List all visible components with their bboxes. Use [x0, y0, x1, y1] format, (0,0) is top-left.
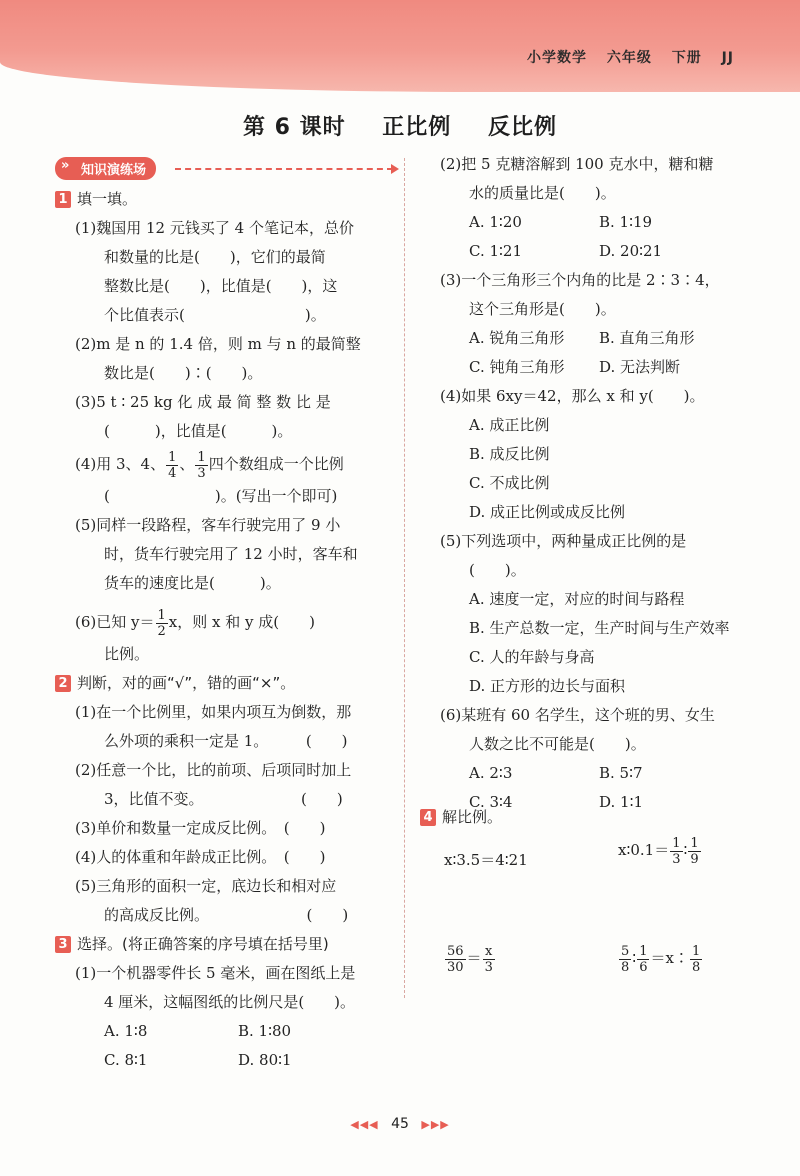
fraction: $\frac{1}{6}$: [639, 943, 648, 975]
q1-3-line: (3)5 t ∶ 25 kg 化 成 最 简 整 数 比 是: [75, 393, 331, 411]
option-a: A. 速度一定，对应的时间与路程: [469, 590, 685, 608]
fraction: $\frac{1}{4}$: [168, 449, 177, 481]
q1-6-line: 比例。: [104, 645, 150, 663]
section-divider: [175, 168, 393, 170]
q2-item-line: (3)单价和数量一定成反比例。 ( ): [75, 819, 326, 837]
fraction: $\frac{56}{30}$: [447, 943, 464, 975]
q1-1-line: 和数量的比是( )，它们的最简: [104, 248, 326, 266]
lesson-number: 第 6 课时: [242, 115, 346, 140]
page-title: [0, 110, 800, 141]
q1-1-line: 个比值表示( )。: [104, 306, 326, 324]
q1-5-line: 货车的速度比是( )。: [104, 574, 281, 592]
left-arrows-icon: ◀◀◀: [350, 1118, 379, 1131]
page-footer: [0, 1116, 800, 1132]
q3-2-line: (2)把 5 克糖溶解到 100 克水中，糖和糖: [440, 155, 714, 173]
q3-6-options: [440, 759, 790, 788]
fraction: $\frac{1}{3}$: [197, 449, 206, 481]
q4-heading: 4 解比例。: [420, 803, 780, 832]
option-c: C. 8∶1: [104, 1051, 148, 1069]
option-b: B. 成反比例: [469, 445, 550, 463]
q3-heading: 3 选择。(将正确答案的序号填在括号里): [55, 930, 395, 959]
fraction: $\frac{1}{8}$: [691, 943, 701, 975]
option-a: A. 锐角三角形: [469, 329, 565, 347]
header-band: [0, 0, 800, 92]
q4-eq2: x∶0.1＝ $\frac{1}{3}$ ∶ $\frac{1}{9}$: [618, 835, 699, 867]
q1-3-line: ( )，比值是( )。: [104, 422, 293, 440]
q4-number: 4: [420, 809, 436, 826]
fraction: $\frac{5}{8}$: [621, 943, 630, 975]
q2-item-line: 3，比值不变。 ( ): [104, 790, 343, 808]
left-column: [55, 185, 395, 1075]
q2-body: [55, 698, 395, 930]
q1-4-line: ( )。(写出一个即可): [104, 487, 338, 505]
q1-5-line: (5)同样一段路程，客车行驶完用了 9 小: [75, 516, 341, 534]
q1-5-line: 时，货车行驶完用了 12 小时，客车和: [104, 545, 358, 563]
option-d: D. 1∶1: [599, 793, 644, 811]
q2-item-line: (1)在一个比例里，如果内项互为倒数，那: [75, 703, 352, 721]
option-b: B. 1∶19: [599, 213, 653, 231]
q1-body: [55, 214, 395, 669]
q3-5-line: ( )。: [469, 561, 526, 579]
option-c: C. 钝角三角形: [469, 358, 565, 376]
topic-direct: 正比例: [382, 115, 452, 140]
q1-1-line: 整数比是( )，比值是( )，这: [104, 277, 338, 295]
q2-item-line: (2)任意一个比，比的前项、后项同时加上: [75, 761, 352, 779]
q3-3-line: (3)一个三角形三个内角的比是 2∶3∶4，: [440, 271, 720, 289]
grade: 六年级: [606, 50, 652, 66]
q2-item-line: (5)三角形的面积一定，底边长和相对应: [75, 877, 337, 895]
option-d: D. 20∶21: [599, 242, 663, 260]
q4-block: [420, 803, 780, 832]
option-c: C. 人的年龄与身高: [469, 648, 595, 666]
q3-6-line: (6)某班有 60 名学生，这个班的男、女生: [440, 706, 715, 724]
q3-2-options: [440, 208, 790, 237]
q3-1-line: 4 厘米，这幅图纸的比例尺是( )。: [104, 993, 356, 1011]
option-d: D. 无法判断: [599, 358, 681, 376]
q3-6-line: 人数之比不可能是( )。: [469, 735, 646, 753]
fraction: $\frac{x}{3}$: [484, 943, 493, 975]
q1-2-line: (2)m 是 n 的 1.4 倍，则 m 与 n 的最简整: [75, 335, 361, 353]
option-a: A. 1∶8: [104, 1022, 148, 1040]
option-d: D. 80∶1: [238, 1051, 292, 1069]
q3-1-body: [55, 959, 395, 1075]
volume: 下册: [671, 50, 702, 66]
edition: JJ: [721, 50, 734, 66]
q2-number: 2: [55, 675, 71, 692]
fraction: $\frac{1}{9}$: [690, 835, 699, 867]
option-a: A. 1∶20: [469, 213, 522, 231]
option-c: C. 1∶21: [469, 242, 523, 260]
q3-2-line: 水的质量比是( )。: [469, 184, 616, 202]
right-arrows-icon: ▶▶▶: [421, 1118, 450, 1131]
q3-4-line: (4)如果 6xy＝42，那么 x 和 y( )。: [440, 387, 705, 405]
q3-3-line: 这个三角形是( )。: [469, 300, 616, 318]
option-d: D. 成正比例或成反比例: [469, 503, 626, 521]
option-d: D. 正方形的边长与面积: [469, 677, 626, 695]
q3-3-options: [440, 324, 790, 353]
option-b: B. 1∶80: [238, 1022, 292, 1040]
option-a: A. 2∶3: [469, 764, 513, 782]
q4-eq4: $\frac{5}{8}$ ∶ $\frac{1}{6}$ ＝x∶ $\frac{1}{8}$: [621, 943, 701, 975]
option-c: C. 不成比例: [469, 474, 550, 492]
q2-item-line: 的高成反比例。 ( ): [104, 906, 349, 924]
option-b: B. 直角三角形: [599, 329, 695, 347]
q1-number: 1: [55, 191, 71, 208]
q2-heading: 2 判断，对的画“√”，错的画“×”。: [55, 669, 395, 698]
double-arrow-icon: »: [61, 158, 70, 173]
q3-number: 3: [55, 936, 71, 953]
q1-4-line: (4)用 3、4、 $\frac{1}{4}$ 、 $\frac{1}{3}$ 四个数组成一个比例: [75, 449, 344, 481]
page-number: 45: [391, 1116, 409, 1132]
q2-item-line: (4)人的体重和年龄成正比例。 ( ): [75, 848, 326, 866]
option-c: C. 3∶4: [469, 793, 513, 811]
q3-1-options: [75, 1017, 395, 1046]
q3-1-options: [75, 1046, 395, 1075]
q1-heading: 1 填一填。: [55, 185, 395, 214]
q1-6-line: (6)已知 y＝ $\frac{1}{2}$ x，则 x 和 y 成( ): [75, 607, 315, 639]
column-divider: [404, 158, 405, 998]
topic-inverse: 反比例: [487, 115, 557, 140]
q2-item-line: 么外项的乘积一定是 1。 ( ): [104, 732, 348, 750]
q3-3-options: [440, 353, 790, 382]
q3-1-line: (1)一个机器零件长 5 毫米，画在图纸上是: [75, 964, 356, 982]
right-column: [440, 150, 790, 817]
option-b: B. 生产总数一定，生产时间与生产效率: [469, 619, 730, 637]
fraction: $\frac{1}{3}$: [672, 835, 681, 867]
q4-eq1: x∶3.5＝4∶21: [444, 851, 528, 869]
q1-1-line: (1)魏国用 12 元钱买了 4 个笔记本，总价: [75, 219, 354, 237]
q4-eq3: $\frac{56}{30}$ ＝ $\frac{x}{3}$: [447, 943, 493, 975]
fraction: $\frac{1}{2}$: [157, 607, 166, 639]
section-tag: [55, 157, 156, 179]
option-b: B. 5∶7: [599, 764, 643, 782]
q1-2-line: 数比是( )∶( )。: [104, 364, 263, 382]
q3-2-options: [440, 237, 790, 266]
book-info: [513, 47, 734, 67]
subject: 小学数学: [526, 50, 587, 66]
q3-5-line: (5)下列选项中，两种量成正比例的是: [440, 532, 687, 550]
option-a: A. 成正比例: [469, 416, 550, 434]
section-label: » 知识演练场: [55, 157, 156, 180]
